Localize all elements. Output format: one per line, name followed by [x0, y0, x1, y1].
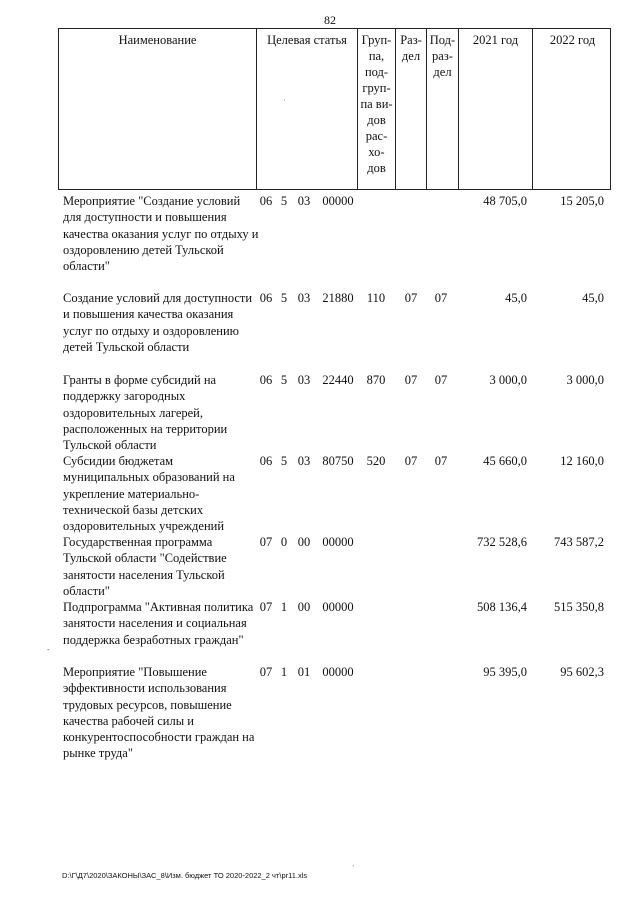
- scan-speck: -: [47, 645, 50, 654]
- code-subprogram: 1: [280, 665, 288, 679]
- code-program: 07: [259, 600, 273, 614]
- value-2022: 3 000,0: [566, 373, 604, 387]
- value-2021: 95 395,0: [483, 665, 527, 679]
- row-name: Гранты в форме субсидий на поддержку загородных оздоровительных лагерей, расположенных на территории Тульской области: [63, 373, 228, 453]
- code-event: 00: [297, 600, 311, 614]
- row-name: Государственная программа Тульской области "Содействие занятости населения Тульской области": [63, 535, 227, 598]
- code-direction: 00000: [322, 665, 354, 679]
- code-subprogram: 0: [280, 535, 288, 549]
- file-path-footer: D:\Г\Д7\2020\ЗАКОНЫ\ЗАС_8\Изм. бюджет ТО 2020-2022_2 чт\pr11.xls: [62, 871, 308, 880]
- header-year-2022: 2022 год: [549, 33, 596, 47]
- code-direction: 22440: [322, 373, 354, 387]
- value-2021: 45,0: [505, 291, 527, 305]
- code-section: 07: [404, 373, 418, 387]
- header-target-article: Целевая статья: [267, 33, 347, 47]
- code-subprogram: 5: [280, 373, 288, 387]
- row-name: Субсидии бюджетам муниципальных образований на укрепление материально-технической базы детских оздоровительных учреждений: [63, 454, 235, 534]
- code-subprogram: 5: [280, 194, 288, 208]
- column-divider: [532, 29, 533, 189]
- table-header: [58, 28, 611, 190]
- code-subprogram: 5: [280, 454, 288, 468]
- code-subsection: 07: [434, 373, 448, 387]
- page-number: 82: [324, 13, 336, 27]
- code-program: 06: [259, 373, 273, 387]
- code-subsection: 07: [434, 291, 448, 305]
- column-divider: [256, 29, 257, 189]
- scan-speck: `: [352, 864, 355, 873]
- code-direction: 00000: [322, 194, 354, 208]
- code-program: 07: [259, 665, 273, 679]
- header-name: Наименование: [118, 33, 197, 47]
- value-2022: 95 602,3: [560, 665, 604, 679]
- code-event: 03: [297, 373, 311, 387]
- value-2022: 743 587,2: [554, 535, 604, 549]
- code-program: 06: [259, 454, 273, 468]
- code-section: 07: [404, 291, 418, 305]
- code-program: 06: [259, 194, 273, 208]
- code-section: 07: [404, 454, 418, 468]
- header-subsection: Под- раз- дел: [429, 33, 456, 79]
- code-direction: 00000: [322, 535, 354, 549]
- code-event: 03: [297, 194, 311, 208]
- code-event: 03: [297, 291, 311, 305]
- row-name: Создание условий для доступности и повышения качества оказания услуг по отдыху и оздоровлению детей Тульской области: [63, 291, 253, 354]
- code-direction: 00000: [322, 600, 354, 614]
- scan-speck: ·: [283, 96, 286, 105]
- value-2021: 45 660,0: [483, 454, 527, 468]
- header-group: Груп- па, под- груп- па ви- дов рас- хо- дов: [360, 33, 393, 175]
- code-event: 03: [297, 454, 311, 468]
- row-name: Подпрограмма "Активная политика занятости населения и социальная поддержка безработных граждан": [63, 600, 254, 647]
- code-subsection: 07: [434, 454, 448, 468]
- value-2022: 12 160,0: [560, 454, 604, 468]
- code-group: 870: [366, 373, 386, 387]
- value-2021: 732 528,6: [477, 535, 527, 549]
- column-divider: [458, 29, 459, 189]
- code-direction: 21880: [322, 291, 354, 305]
- code-group: 110: [366, 291, 386, 305]
- value-2021: 508 136,4: [477, 600, 527, 614]
- header-section: Раз- дел: [400, 33, 422, 63]
- row-name: Мероприятие "Повышение эффективности использования трудовых ресурсов, повышение качества рабочей силы и конкурентоспособности граждан на рынке труда": [63, 665, 255, 761]
- code-subprogram: 1: [280, 600, 288, 614]
- code-program: 07: [259, 535, 273, 549]
- value-2021: 3 000,0: [489, 373, 527, 387]
- value-2022: 515 350,8: [554, 600, 604, 614]
- code-direction: 80750: [322, 454, 354, 468]
- code-subprogram: 5: [280, 291, 288, 305]
- code-event: 01: [297, 665, 311, 679]
- header-year-2021: 2021 год: [472, 33, 519, 47]
- value-2022: 15 205,0: [560, 194, 604, 208]
- value-2021: 48 705,0: [483, 194, 527, 208]
- row-name: Мероприятие "Создание условий для доступности и повышения качества оказания услуг по отдыху и оздоровлению детей Тульской области": [63, 194, 259, 274]
- code-group: 520: [366, 454, 386, 468]
- code-program: 06: [259, 291, 273, 305]
- value-2022: 45,0: [582, 291, 604, 305]
- code-event: 00: [297, 535, 311, 549]
